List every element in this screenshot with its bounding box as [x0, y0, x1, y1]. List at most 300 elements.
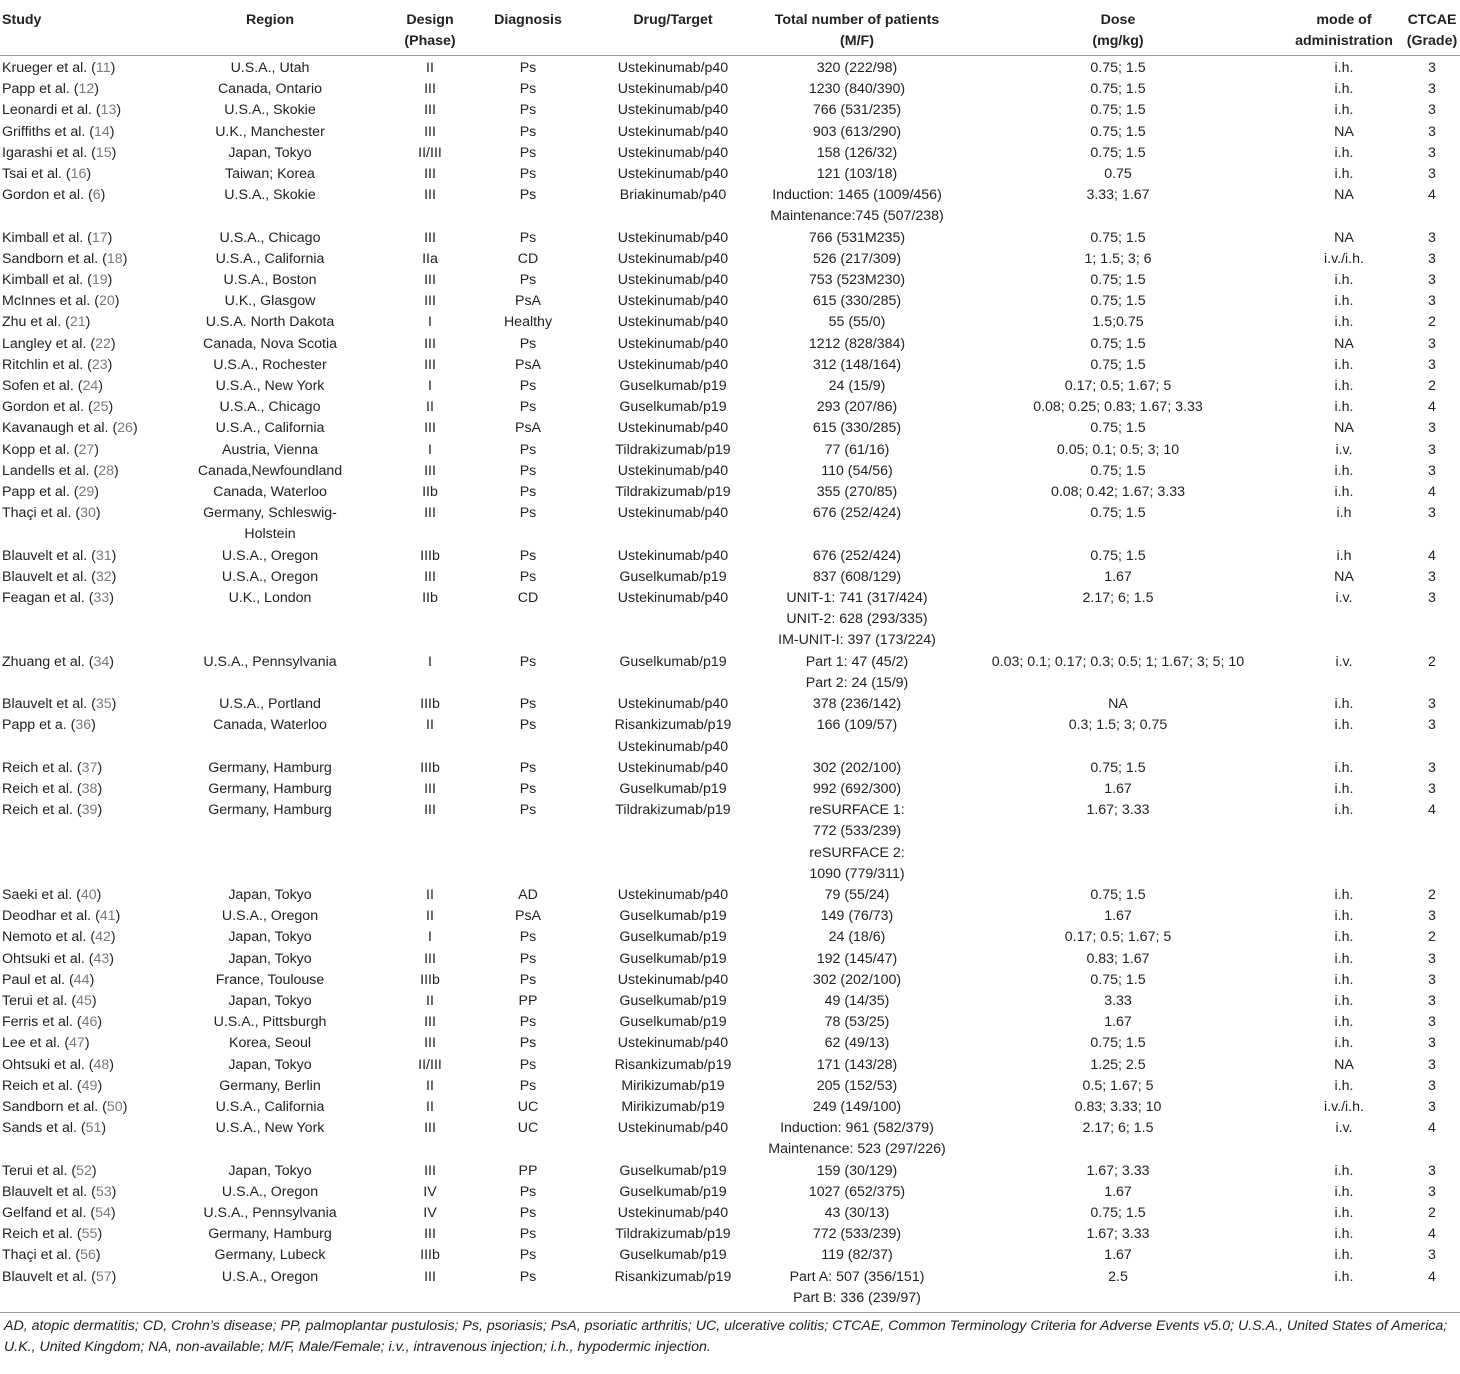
reference-link[interactable]: 6	[92, 187, 101, 204]
header-row	[0, 0, 1460, 56]
cell-design: II	[426, 1098, 434, 1115]
cell-total-patients: 1212 (828/384)	[808, 335, 906, 352]
cell-region: U.S.A., New York	[215, 378, 325, 395]
reference-link[interactable]: 35	[95, 696, 112, 713]
table-header	[0, 0, 1460, 56]
reference-link[interactable]: 22	[95, 335, 111, 352]
cell-dose: 0.75; 1.5	[1090, 505, 1146, 522]
cell-drug-target-line: Ustekinumab/p40	[617, 738, 729, 755]
cell-ctcae-grade: 4	[1428, 547, 1436, 564]
reference-link[interactable]: 41	[99, 908, 116, 925]
table-row	[0, 1033, 1460, 1054]
reference-link[interactable]: 52	[76, 1162, 92, 1179]
cell-dose: 1.67; 3.33	[1086, 1162, 1150, 1179]
cell-ctcae-grade: 3	[1428, 908, 1436, 925]
reference-link[interactable]: 54	[95, 1204, 111, 1221]
cell-mode: NA	[1334, 568, 1354, 585]
table-row	[0, 100, 1460, 121]
cell-mode: NA	[1334, 123, 1354, 140]
cell-design: III	[424, 1014, 436, 1031]
cell-dose: 0.03; 0.1; 0.17; 0.3; 0.5; 1; 1.67; 3; 5; 10	[991, 653, 1245, 670]
cell-total-patients: 766 (531/235)	[812, 102, 902, 119]
cell-ctcae-grade: 3	[1428, 81, 1436, 98]
cell-design: III	[424, 229, 436, 246]
cell-design: III	[424, 187, 436, 204]
reference-link[interactable]: 32	[95, 568, 112, 585]
cell-total-patients: 772 (533/239)	[812, 1226, 902, 1243]
reference-link[interactable]: 40	[80, 886, 97, 903]
cell-study: Krueger et al. (11)	[2, 60, 116, 76]
cell-dose: 0.75; 1.5	[1090, 462, 1146, 479]
reference-link[interactable]: 31	[95, 547, 112, 564]
cell-drug-target: Ustekinumab/p40	[617, 144, 729, 161]
cell-total-patients-line: UNIT-2: 628 (293/335)	[786, 611, 928, 628]
col-header-mode: mode of administration	[1284, 0, 1404, 56]
cell-diagnosis: PP	[518, 992, 538, 1009]
reference-link[interactable]: 12	[78, 81, 95, 98]
cell-total-patients-line: reSURFACE 1:	[809, 802, 905, 819]
cell-mode: i.h.	[1334, 950, 1354, 967]
table-row	[0, 1012, 1460, 1033]
reference-link[interactable]: 50	[106, 1098, 123, 1115]
cell-total-patients: 77 (61/16)	[824, 441, 890, 458]
cell-mode: i.h.	[1334, 484, 1354, 501]
study-author: Zhu et al.	[2, 314, 62, 331]
cell-drug-target: Tildrakizumab/p19	[615, 484, 731, 501]
cell-total-patients	[762, 185, 952, 227]
cell-drug-target: Ustekinumab/p40	[617, 356, 729, 373]
reference-link[interactable]: 37	[81, 759, 98, 776]
cell-total-patients: 249 (149/100)	[812, 1098, 902, 1115]
table-row	[0, 334, 1460, 355]
table-row	[0, 970, 1460, 991]
reference-link[interactable]: 57	[95, 1268, 112, 1285]
study-author: Kimball et al.	[2, 229, 84, 246]
study-author: Gordon et al.	[2, 187, 85, 204]
cell-design: II	[426, 399, 434, 416]
cell-dose: 1.67	[1104, 908, 1132, 925]
cell-dose: 1; 1.5; 3; 6	[1084, 250, 1152, 267]
cell-drug-target: Ustekinumab/p40	[617, 759, 729, 776]
cell-study: Gordon et al. (25)	[2, 399, 114, 416]
cell-study: Reich et al. (49)	[2, 1077, 103, 1094]
cell-region: U.S.A., Oregon	[221, 547, 319, 564]
reference-link[interactable]: 45	[76, 992, 92, 1009]
cell-diagnosis: Healthy	[503, 314, 553, 331]
cell-total-patients-line: Induction: 961 (582/379)	[780, 1120, 934, 1137]
table-row	[0, 397, 1460, 418]
reference-link[interactable]: 15	[95, 144, 112, 161]
table-row	[0, 949, 1460, 970]
reference-link[interactable]: 14	[94, 123, 110, 140]
reference-link[interactable]: 11	[95, 60, 111, 76]
table-row	[0, 1245, 1460, 1266]
study-author: Leonardi et al.	[2, 102, 92, 119]
cell-diagnosis: Ps	[519, 335, 537, 352]
cell-diagnosis: CD	[517, 590, 539, 607]
study-author: Papp et al.	[2, 484, 70, 501]
cell-drug-target: Ustekinumab/p40	[617, 462, 729, 479]
reference-link[interactable]: 29	[78, 484, 95, 501]
reference-link[interactable]: 18	[106, 250, 123, 267]
cell-region: U.K., Glasgow	[224, 293, 316, 310]
cell-drug-target: Ustekinumab/p40	[617, 971, 729, 988]
table-row	[0, 567, 1460, 588]
cell-total-patients: 766 (531M235)	[808, 229, 906, 246]
cell-diagnosis: Ps	[519, 187, 537, 204]
cell-drug-target: Ustekinumab/p40	[617, 505, 729, 522]
cell-drug-target: Tildrakizumab/p19	[615, 441, 731, 458]
table-row	[0, 79, 1460, 100]
cell-region: U.S.A., New York	[215, 1120, 325, 1137]
cell-drug-target: Ustekinumab/p40	[617, 335, 729, 352]
cell-diagnosis: Ps	[519, 1035, 537, 1052]
study-author: Landells et al.	[2, 462, 90, 479]
reference-link[interactable]: 13	[100, 102, 117, 119]
cell-dose: 0.75; 1.5	[1090, 759, 1146, 776]
table-row	[0, 1182, 1460, 1203]
cell-dose: 0.75; 1.5	[1090, 335, 1146, 352]
study-author: Papp et al.	[2, 81, 70, 98]
cell-study: Igarashi et al. (15)	[2, 144, 117, 161]
study-author: Blauvelt et al.	[2, 1268, 88, 1285]
table-row	[0, 588, 1460, 652]
study-author: Sands et al.	[2, 1120, 77, 1137]
table-row	[0, 355, 1460, 376]
cell-dose: 0.75; 1.5	[1090, 886, 1146, 903]
cell-diagnosis: Ps	[519, 441, 537, 458]
cell-region: U.S.A., Chicago	[219, 399, 321, 416]
cell-mode: i.h.	[1334, 1183, 1354, 1200]
reference-link[interactable]: 27	[78, 441, 95, 458]
reference-link[interactable]: 55	[81, 1226, 98, 1243]
cell-ctcae-grade: 3	[1428, 1014, 1436, 1031]
cell-total-patients: 121 (103/18)	[816, 166, 898, 183]
reference-link[interactable]: 26	[117, 420, 133, 437]
cell-mode: i.h.	[1334, 1162, 1354, 1179]
cell-region: U.K., Manchester	[215, 123, 325, 140]
cell-diagnosis: Ps	[519, 759, 537, 776]
study-author: Blauvelt et al.	[2, 568, 88, 585]
study-author: Blauvelt et al.	[2, 696, 88, 713]
cell-ctcae-grade: 3	[1428, 505, 1436, 522]
reference-link[interactable]: 36	[75, 717, 92, 734]
cell-design: III	[424, 1035, 436, 1052]
study-author: Lee et al.	[2, 1035, 61, 1052]
cell-mode: NA	[1334, 187, 1354, 204]
reference-link[interactable]: 44	[73, 971, 90, 988]
study-author: Sofen et al.	[2, 378, 74, 395]
cell-design: III	[424, 356, 436, 373]
cell-study: Deodhar et al. (41)	[2, 908, 121, 925]
cell-ctcae-grade: 3	[1428, 441, 1436, 458]
cell-total-patients: 992 (692/300)	[812, 780, 902, 797]
cell-study: Feagan et al. (33)	[2, 590, 115, 607]
cell-mode: i.h.	[1334, 929, 1354, 946]
cell-diagnosis: Ps	[519, 568, 537, 585]
cell-mode: i.h.	[1334, 1226, 1354, 1243]
cell-region: U.S.A., Pennsylvania	[203, 1204, 337, 1221]
cell-mode: i.h.	[1334, 992, 1354, 1009]
cell-drug-target: Mirikizumab/p19	[621, 1077, 725, 1094]
cell-study: Paul et al. (44)	[2, 971, 95, 988]
cell-dose: 0.75; 1.5	[1090, 123, 1146, 140]
cell-drug-target: Ustekinumab/p40	[617, 81, 729, 98]
cell-dose: 0.17; 0.5; 1.67; 5	[1064, 378, 1172, 395]
cell-total-patients: 110 (54/56)	[821, 462, 893, 479]
reference-link[interactable]: 43	[93, 950, 110, 967]
cell-ctcae-grade: 3	[1428, 1098, 1436, 1115]
cell-drug-target: Ustekinumab/p40	[617, 272, 729, 289]
reference-link[interactable]: 51	[85, 1120, 102, 1137]
cell-study: Kopp et al. (27)	[2, 441, 100, 458]
cell-drug-target: Guselkumab/p19	[619, 780, 727, 797]
cell-drug-target-line: Risankizumab/p19	[614, 717, 732, 734]
cell-design: III	[424, 462, 436, 479]
cell-diagnosis: UC	[517, 1120, 539, 1137]
cell-diagnosis: Ps	[519, 1247, 537, 1264]
cell-dose: 1.67	[1104, 568, 1132, 585]
cell-study: Kimball et al. (19)	[2, 272, 113, 289]
cell-ctcae-grade: 3	[1428, 229, 1436, 246]
cell-diagnosis: PsA	[514, 356, 542, 373]
cell-region: Taiwan; Korea	[225, 166, 315, 183]
reference-link[interactable]: 19	[91, 272, 108, 289]
table-row	[0, 779, 1460, 800]
cell-mode: i.v.	[1335, 653, 1353, 670]
cell-region: U.S.A., Oregon	[221, 1183, 319, 1200]
cell-total-patients-line: Part 1: 47 (45/2)	[805, 653, 909, 670]
cell-total-patients: 24 (18/6)	[828, 929, 886, 946]
col-header-design: Design (Phase)	[388, 0, 472, 56]
cell-region: Japan, Tokyo	[228, 886, 312, 903]
cell-ctcae-grade: 2	[1428, 886, 1436, 903]
table-row	[0, 291, 1460, 312]
cell-ctcae-grade: 3	[1428, 420, 1436, 437]
cell-design: III	[424, 272, 436, 289]
cell-region: Japan, Tokyo	[228, 144, 312, 161]
col-header-total-patients: Total number of patients (M/F)	[762, 0, 952, 56]
cell-study: Ferris et al. (46)	[2, 1014, 103, 1031]
cell-total-patients	[762, 1118, 952, 1160]
cell-diagnosis: Ps	[519, 653, 537, 670]
cell-dose: 0.75; 1.5	[1090, 81, 1146, 98]
cell-design: IIa	[422, 250, 438, 267]
cell-study: McInnes et al. (20)	[2, 293, 120, 310]
study-author: Ohtsuki et al.	[2, 950, 85, 967]
cell-region	[152, 503, 388, 545]
cell-diagnosis: Ps	[519, 1204, 537, 1221]
cell-diagnosis: AD	[518, 886, 538, 903]
study-author: Paul et al.	[2, 971, 66, 988]
cell-design: III	[424, 420, 436, 437]
cell-study: Blauvelt et al. (31)	[2, 547, 117, 564]
cell-study: Tsai et al. (16)	[2, 166, 92, 183]
study-author: Sandborn et al.	[2, 1098, 99, 1115]
cell-study: Sands et al. (51)	[2, 1120, 107, 1137]
reference-link[interactable]: 56	[80, 1247, 96, 1264]
reference-link[interactable]: 53	[95, 1183, 112, 1200]
study-author: Ferris et al.	[2, 1014, 73, 1031]
cell-ctcae-grade: 3	[1428, 144, 1436, 161]
reference-link[interactable]: 34	[93, 653, 110, 670]
reference-link[interactable]: 21	[69, 314, 86, 331]
cell-ctcae-grade: 2	[1428, 314, 1436, 331]
reference-link[interactable]: 38	[81, 780, 98, 797]
reference-link[interactable]: 46	[81, 1014, 98, 1031]
cell-ctcae-grade: 4	[1428, 484, 1436, 501]
cell-mode: i.h.	[1334, 166, 1354, 183]
cell-design: II	[426, 60, 434, 76]
cell-ctcae-grade: 4	[1428, 187, 1436, 204]
cell-diagnosis: Ps	[519, 484, 537, 501]
reference-link[interactable]: 30	[80, 505, 96, 522]
cell-region: U.S.A., Pennsylvania	[203, 653, 337, 670]
cell-ctcae-grade: 3	[1428, 1077, 1436, 1094]
cell-mode: i.h.	[1334, 81, 1354, 98]
cell-ctcae-grade: 4	[1428, 399, 1436, 416]
cell-ctcae-grade: 3	[1428, 123, 1436, 140]
cell-design: II	[426, 717, 434, 734]
cell-mode: i.h.	[1334, 272, 1354, 289]
cell-drug-target: Mirikizumab/p19	[621, 1098, 725, 1115]
cell-ctcae-grade: 4	[1428, 1226, 1436, 1243]
table-row	[0, 482, 1460, 503]
cell-design: III	[424, 293, 436, 310]
table-row	[0, 249, 1460, 270]
cell-total-patients: 79 (55/24)	[824, 886, 890, 903]
cell-total-patients-line: Maintenance: 523 (297/226)	[768, 1141, 946, 1158]
cell-region: Canada, Waterloo	[213, 484, 327, 501]
reference-link[interactable]: 17	[91, 229, 108, 246]
cell-design: III	[424, 950, 436, 967]
reference-link[interactable]: 33	[93, 590, 110, 607]
cell-total-patients	[762, 588, 952, 652]
cell-ctcae-grade: 3	[1428, 568, 1436, 585]
cell-ctcae-grade: 2	[1428, 378, 1436, 395]
reference-link[interactable]: 39	[81, 802, 98, 819]
cell-total-patients: 526 (217/309)	[812, 250, 902, 267]
cell-region: U.S.A., California	[215, 1098, 325, 1115]
cell-design: III	[424, 568, 436, 585]
study-author: Kimball et al.	[2, 272, 84, 289]
study-author: McInnes et al.	[2, 293, 91, 310]
cell-region: Germany, Hamburg	[208, 802, 332, 819]
cell-total-patients: 903 (613/290)	[812, 123, 902, 140]
cell-ctcae-grade: 4	[1428, 1120, 1436, 1137]
reference-link[interactable]: 25	[92, 399, 109, 416]
cell-total-patients: 62 (49/13)	[824, 1035, 890, 1052]
table-row	[0, 927, 1460, 948]
table-row	[0, 461, 1460, 482]
cell-total-patients	[762, 652, 952, 694]
cell-study: Ohtsuki et al. (43)	[2, 950, 114, 967]
cell-mode: i.h.	[1334, 886, 1354, 903]
cell-dose: 0.75; 1.5	[1090, 1204, 1146, 1221]
study-author: Feagan et al.	[2, 590, 85, 607]
cell-design: IIIb	[420, 759, 440, 776]
cell-study: Lee et al. (47)	[2, 1035, 90, 1052]
cell-diagnosis: Ps	[519, 378, 537, 395]
table-row	[0, 440, 1460, 461]
cell-total-patients: 43 (30/13)	[824, 1204, 890, 1221]
reference-link[interactable]: 24	[82, 378, 99, 395]
cell-mode: i.h.	[1334, 971, 1354, 988]
cell-mode: i.h.	[1334, 1077, 1354, 1094]
study-author: Blauvelt et al.	[2, 547, 88, 564]
reference-link[interactable]: 47	[69, 1035, 85, 1052]
cell-diagnosis: Ps	[519, 1014, 537, 1031]
cell-dose: NA	[1108, 696, 1128, 713]
study-author: Thaçi et al.	[2, 505, 72, 522]
reference-link[interactable]: 42	[95, 929, 111, 946]
cell-design: IV	[423, 1204, 437, 1221]
cell-drug-target: Risankizumab/p19	[614, 1268, 732, 1285]
cell-dose: 0.75; 1.5	[1090, 144, 1146, 161]
col-header-drug-target: Drug/Target	[584, 0, 762, 56]
cell-dose: 0.75; 1.5	[1090, 293, 1146, 310]
cell-total-patients: 302 (202/100)	[812, 759, 902, 776]
cell-region: Austria, Vienna	[222, 441, 318, 458]
cell-drug-target: Guselkumab/p19	[619, 378, 727, 395]
cell-ctcae-grade: 3	[1428, 1247, 1436, 1264]
cell-dose: 0.08; 0.25; 0.83; 1.67; 3.33	[1033, 399, 1203, 416]
cell-drug-target: Ustekinumab/p40	[617, 1035, 729, 1052]
cell-drug-target: Ustekinumab/p40	[617, 314, 729, 331]
cell-dose: 0.08; 0.42; 1.67; 3.33	[1050, 484, 1186, 501]
table-row	[0, 800, 1460, 885]
cell-diagnosis: Ps	[519, 166, 537, 183]
cell-total-patients-line: Part 2: 24 (15/9)	[805, 674, 909, 691]
cell-mode: i.v.	[1335, 1120, 1353, 1137]
reference-link[interactable]: 28	[98, 462, 115, 479]
cell-diagnosis: CD	[517, 250, 539, 267]
cell-mode: i.v./i.h.	[1324, 250, 1364, 267]
cell-dose: 2.5	[1108, 1268, 1128, 1285]
study-author: Terui et al.	[2, 1162, 68, 1179]
reference-link[interactable]: 20	[99, 293, 115, 310]
cell-dose: 0.17; 0.5; 1.67; 5	[1064, 929, 1172, 946]
cell-study: Landells et al. (28)	[2, 462, 119, 479]
cell-total-patients: 55 (55/0)	[828, 314, 886, 331]
reference-link[interactable]: 49	[81, 1077, 98, 1094]
cell-region: Canada,Newfoundland	[197, 462, 343, 479]
cell-study: Saeki et al. (40)	[2, 886, 102, 903]
study-author: Papp et a.	[2, 717, 67, 734]
cell-drug-target: Guselkumab/p19	[619, 653, 727, 670]
reference-link[interactable]: 16	[70, 166, 87, 183]
study-author: Deodhar et al.	[2, 908, 92, 925]
cell-total-patients: 753 (523M230)	[808, 272, 906, 289]
cell-region: U.S.A., Utah	[230, 60, 310, 76]
cell-study: Kavanaugh et al. (26)	[2, 420, 138, 437]
study-author: Gordon et al.	[2, 399, 85, 416]
cell-mode: i.h	[1336, 505, 1352, 522]
cell-mode: i.h.	[1334, 144, 1354, 161]
cell-design: I	[428, 378, 432, 395]
reference-link[interactable]: 23	[91, 356, 108, 373]
cell-mode: i.h.	[1334, 1204, 1354, 1221]
cell-study: Thaçi et al. (30)	[2, 505, 101, 522]
reference-link[interactable]: 48	[93, 1056, 110, 1073]
cell-design: III	[424, 102, 436, 119]
study-author: Saeki et al.	[2, 886, 73, 903]
cell-drug-target: Ustekinumab/p40	[617, 123, 729, 140]
cell-design: IIIb	[420, 971, 440, 988]
study-author: Reich et al.	[2, 1226, 73, 1243]
cell-design: III	[424, 166, 436, 183]
study-author: Kopp et al.	[2, 441, 70, 458]
